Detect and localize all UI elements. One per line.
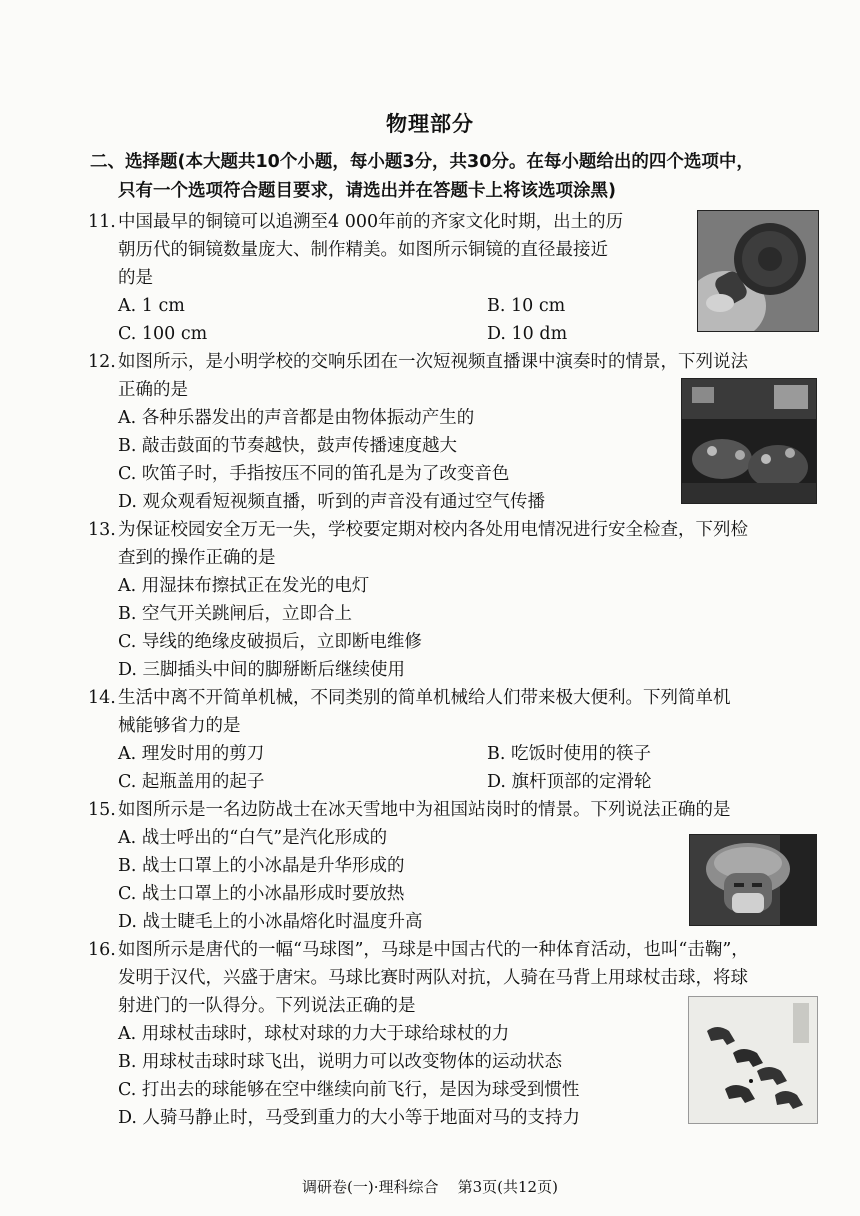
soldier-photo [689, 834, 817, 926]
option-d: D. 观众观看短视频直播，听到的声音没有通过空气传播 [118, 492, 546, 512]
question-stem-line: 械能够省力的是 [118, 716, 241, 736]
option-d: D. 三脚插头中间的脚掰断后继续使用 [118, 660, 406, 680]
question-stem-line: 发明于汉代，兴盛于唐宋。马球比赛时两队对抗，人骑在马背上用球杖击球，将球 [118, 968, 748, 988]
option-b: B. 空气开关跳闸后，立即合上 [118, 604, 352, 624]
question-stem-line: 如图所示是一名边防战士在冰天雪地中为祖国站岗时的情景。下列说法正确的是 [118, 800, 731, 820]
option-c: C. 吹笛子时，手指按压不同的笛孔是为了改变音色 [118, 464, 510, 484]
option-d: D. 旗杆顶部的定滑轮 [487, 772, 652, 792]
option-a: A. 用湿抹布擦拭正在发光的电灯 [118, 576, 370, 596]
option-a: A. 用球杖击球时，球杖对球的力大于球给球杖的力 [118, 1024, 510, 1044]
orchestra-photo [681, 378, 817, 504]
option-d: D. 战士睫毛上的小冰晶熔化时温度升高 [118, 912, 423, 932]
polo-painting [688, 996, 818, 1124]
option-c: C. 起瓶盖用的起子 [118, 772, 265, 792]
question-stem-line: 如图所示，是小明学校的交响乐团在一次短视频直播课中演奏时的情景，下列说法 [118, 352, 748, 372]
option-b: B. 吃饭时使用的筷子 [487, 744, 651, 764]
question-number: 13. [88, 520, 116, 540]
option-a: A. 战士呼出的“白气”是汽化形成的 [118, 828, 388, 848]
question-number: 14. [88, 688, 116, 708]
bronze-mirror-photo [697, 210, 819, 332]
section-instructions-line-1: 二、选择题(本大题共10个小题，每小题3分，共30分。在每小题给出的四个选项中， [90, 152, 754, 172]
question-stem-line: 查到的操作正确的是 [118, 548, 276, 568]
option-b: B. 战士口罩上的小冰晶是升华形成的 [118, 856, 405, 876]
question-number: 11. [88, 212, 116, 232]
option-a: A. 1 cm [118, 296, 185, 316]
option-c: C. 打出去的球能够在空中继续向前飞行，是因为球受到惯性 [118, 1080, 580, 1100]
option-b: B. 用球杖击球时球飞出，说明力可以改变物体的运动状态 [118, 1052, 562, 1072]
question-stem-line: 的是 [118, 268, 153, 288]
question-number: 16. [88, 940, 116, 960]
section-title: 物理部分 [386, 112, 474, 136]
option-c: C. 100 cm [118, 324, 208, 344]
option-b: B. 敲击鼓面的节奏越快，鼓声传播速度越大 [118, 436, 457, 456]
question-number: 15. [88, 800, 116, 820]
question-stem-line: 射进门的一队得分。下列说法正确的是 [118, 996, 416, 1016]
option-d: D. 10 dm [487, 324, 568, 344]
option-c: C. 战士口罩上的小冰晶形成时要放热 [118, 884, 405, 904]
question-number: 12. [88, 352, 116, 372]
section-instructions-line-2: 只有一个选项符合题目要求，请选出并在答题卡上将该选项涂黑) [118, 181, 616, 201]
option-c: C. 导线的绝缘皮破损后，立即断电维修 [118, 632, 422, 652]
footer-page-number: 第3页(共12页) [457, 1178, 558, 1196]
option-b: B. 10 cm [487, 296, 566, 316]
question-stem-line: 生活中离不开简单机械，不同类别的简单机械给人们带来极大便利。下列简单机 [118, 688, 731, 708]
option-a: A. 理发时用的剪刀 [118, 744, 265, 764]
option-d: D. 人骑马静止时，马受到重力的大小等于地面对马的支持力 [118, 1108, 581, 1128]
question-stem-line: 中国最早的铜镜可以追溯至4 000年前的齐家文化时期，出土的历 [118, 212, 624, 232]
question-stem-line: 正确的是 [118, 380, 188, 400]
page-footer [0, 1176, 860, 1197]
footer-exam-name: 调研卷(一)·理科综合 [302, 1178, 439, 1196]
option-a: A. 各种乐器发出的声音都是由物体振动产生的 [118, 408, 475, 428]
question-stem-line: 为保证校园安全万无一失，学校要定期对校内各处用电情况进行安全检查，下列检 [118, 520, 748, 540]
question-stem-line: 如图所示是唐代的一幅“马球图”，马球是中国古代的一种体育活动，也叫“击鞠”， [118, 940, 749, 960]
question-stem-line: 朝历代的铜镜数量庞大、制作精美。如图所示铜镜的直径最接近 [118, 240, 608, 260]
